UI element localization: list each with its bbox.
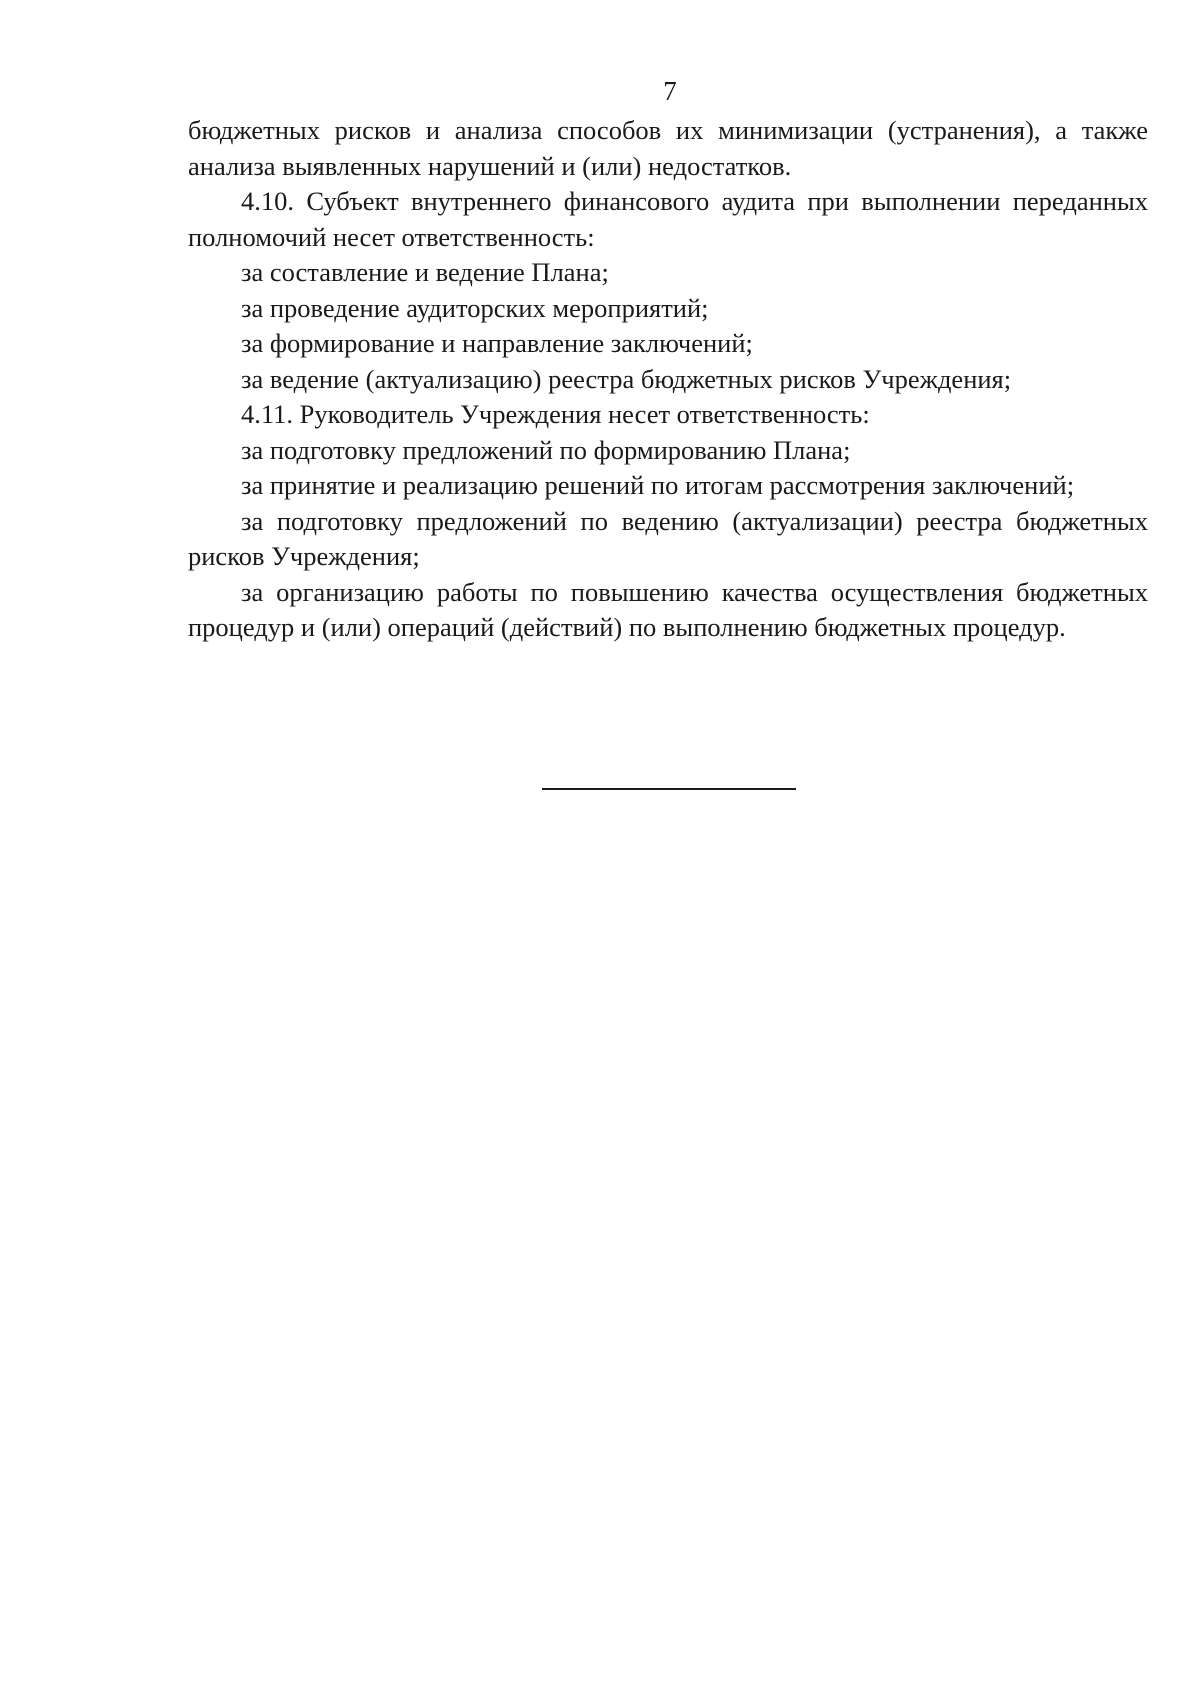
list-item: за формирование и направление заключений; [241, 328, 753, 358]
list-item: за ведение (актуализацию) реестра бюджетных рисков Учреждения; [241, 363, 1012, 394]
list-item: за принятие и реализацию решений по итогам рассмотрения заключений; [241, 470, 1075, 500]
paragraph-4-10: 4.10. Субъект внутреннего финансового аудита при выполнении переданных полномочий несет ответственность: [188, 186, 1148, 252]
end-of-document-rule [542, 788, 796, 790]
list-item: за организацию работы по повышению качества осуществления бюджетных процедур и (или) операций (действий) по выполнению бюджетных процедур. [188, 576, 1148, 642]
document-body [188, 113, 1148, 646]
list-item: за подготовку предложений по ведению (актуализации) реестра бюджетных рисков Учреждения; [188, 505, 1148, 571]
list-item: за проведение аудиторских мероприятий; [241, 292, 709, 323]
paragraph-4-11: 4.11. Руководитель Учреждения несет ответственность: [241, 399, 870, 429]
list-item: за составление и ведение Плана; [241, 257, 609, 287]
list-item: за подготовку предложений по формированию Плана; [241, 434, 851, 465]
page-number: 7 [663, 76, 677, 106]
paragraph-continuation: бюджетных рисков и анализа способов их минимизации (устранения), а также анализа выявленных нарушений и (или) недостатков. [188, 115, 1148, 181]
